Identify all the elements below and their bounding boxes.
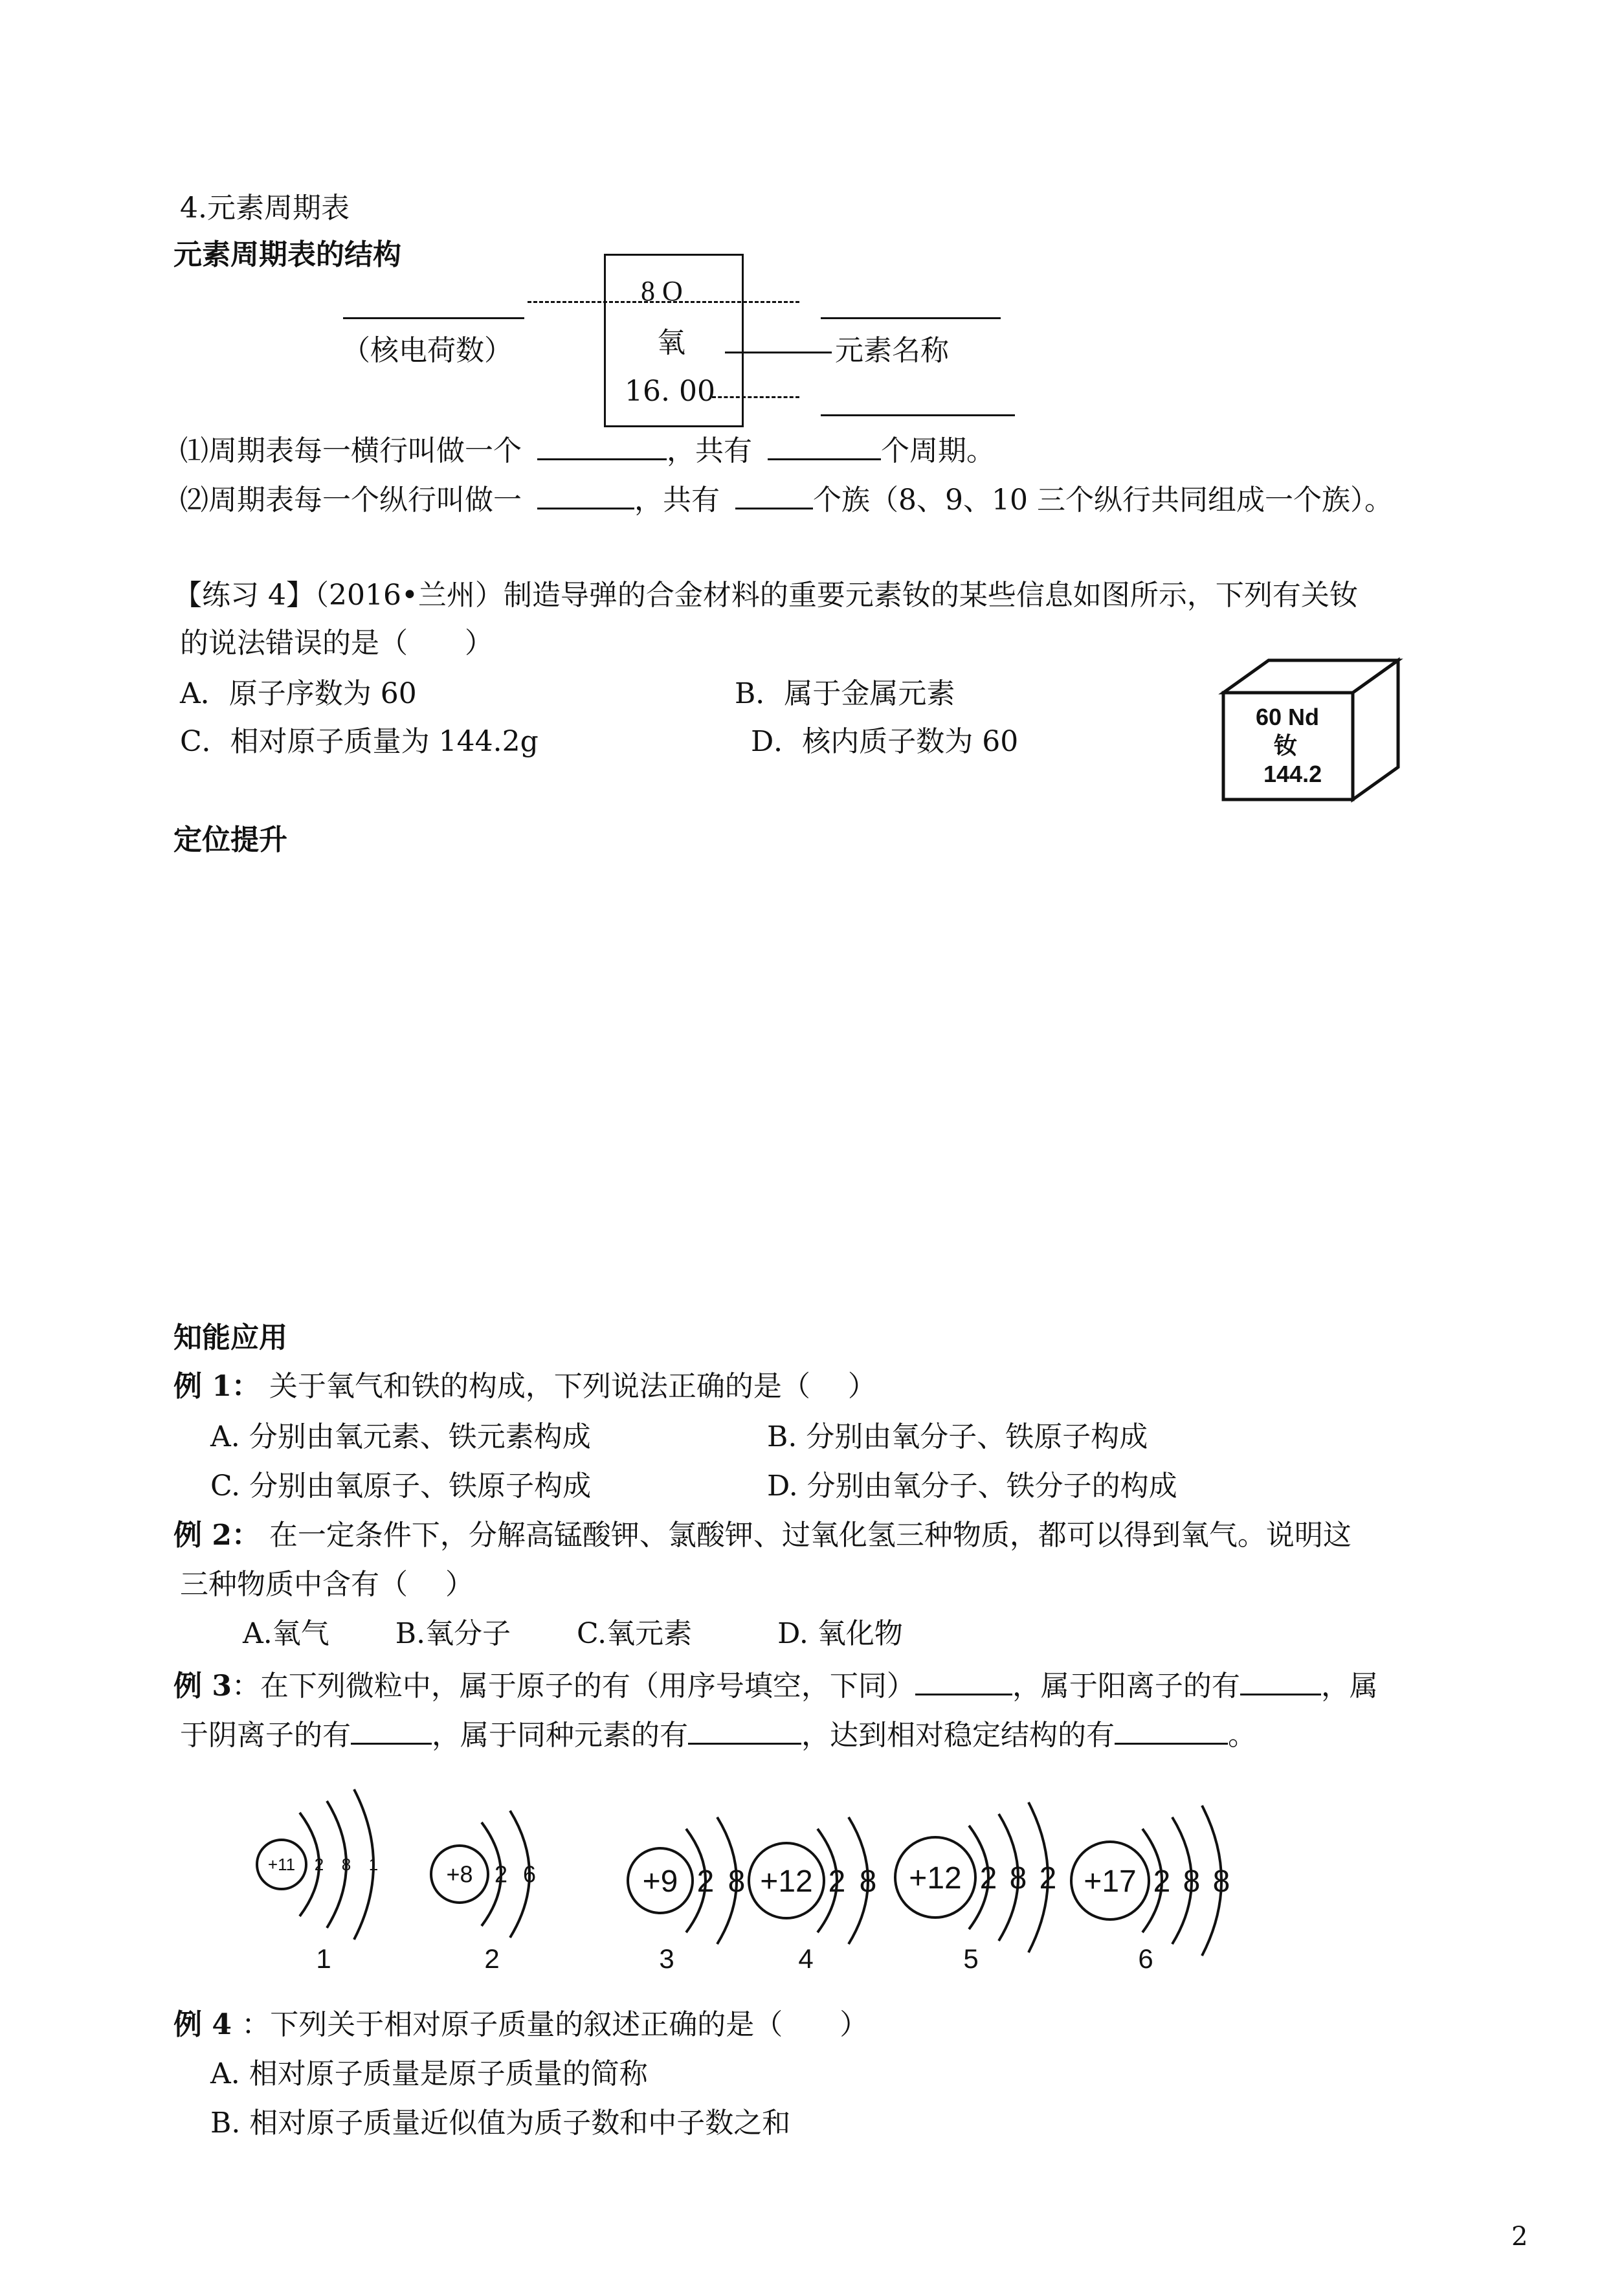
example-3-line2: 于阴离子的有 ，属于同种元素的有 ，达到相对稳定结构的有 。: [180, 1719, 1256, 1752]
shell-electron-count: 2: [696, 1864, 715, 1899]
question-2: ⑵周期表每一个纵行叫做一 ，共有 个族（8、9、10 三个纵行共同组成一个族）。: [180, 484, 1393, 517]
element-mass: 16. 00: [625, 375, 715, 408]
shell-electron-count: 2: [314, 1855, 324, 1875]
example-2-options: A.氧气 B.氧分子 C.氧元素 D. 氧化物: [243, 1617, 903, 1650]
shell-electron-count: 2: [828, 1864, 846, 1899]
shell-electron-count: 8: [859, 1864, 877, 1899]
particle-6: [1071, 1806, 1230, 1974]
ex1-option-c: C. 分别由氧原子、铁原子构成: [210, 1470, 592, 1503]
shell-electron-count: 2: [494, 1861, 508, 1888]
nucleus-charge: +8: [446, 1861, 473, 1888]
particle-index: 6: [1138, 1943, 1153, 1974]
shell-electron-count: 1: [368, 1855, 379, 1875]
cube-mass: 144.2: [1263, 761, 1322, 787]
option-c: C．相对原子质量为 144.2g: [180, 725, 539, 758]
ex1-option-a: A. 分别由氧元素、铁元素构成: [210, 1420, 591, 1453]
shell-electron-count: 2: [1039, 1861, 1057, 1896]
particle-index: 1: [316, 1943, 331, 1974]
particle-2: [431, 1811, 536, 1974]
practice-4-line2: 的说法错误的是（ ）: [180, 627, 493, 660]
shell-electron-count: 2: [1153, 1864, 1171, 1899]
particle-3: [628, 1817, 745, 1974]
example-4: 例 4 ：下列关于相对原子质量的叙述正确的是（ ）: [173, 2008, 869, 2041]
ex4-option-a: A. 相对原子质量是原子质量的简称: [210, 2057, 648, 2090]
ex1-option-b: B. 分别由氧分子、铁原子构成: [767, 1420, 1148, 1453]
element-name: 氧: [657, 326, 685, 359]
example-1: 例 1： 关于氧气和铁的构成，下列说法正确的是（ ）: [173, 1370, 876, 1403]
nucleus-charge: +12: [760, 1864, 813, 1899]
nucleus-charge: +17: [1084, 1864, 1137, 1899]
page-number: 2: [1511, 2222, 1528, 2252]
nuclear-charge-label: （核电荷数）: [342, 334, 513, 367]
particle-index: 5: [963, 1943, 979, 1974]
example-2-line1: 例 2： 在一定条件下，分解高锰酸钾、氯酸钾、过氧化氢三种物质，都可以得到氧气。说明这: [173, 1519, 1351, 1552]
particle-index: 3: [659, 1943, 674, 1974]
shell-electron-count: 8: [341, 1855, 351, 1875]
cube-symbol: 60 Nd: [1256, 704, 1320, 730]
option-d: D．核内质子数为 60: [751, 725, 1019, 758]
section-heading: 4.元素周期表: [180, 192, 350, 225]
example-2-line2: 三种物质中含有（ ）: [180, 1568, 474, 1601]
nucleus-charge: +9: [642, 1864, 678, 1899]
shell-electron-count: 8: [1009, 1861, 1027, 1896]
element-name-label: 元素名称: [835, 334, 949, 367]
practice-4-line1: 【练习 4】（2016•兰州）制造导弹的合金材料的重要元素钕的某些信息如图所示，下列有关钕: [173, 579, 1358, 612]
shell-electron-count: 2: [979, 1861, 997, 1896]
particle-4: [749, 1817, 876, 1974]
shell-electron-count: 6: [522, 1861, 537, 1888]
ex1-option-d: D. 分别由氧分子、铁分子的构成: [767, 1470, 1177, 1503]
shell-electron-count: 8: [1212, 1864, 1230, 1899]
nucleus-charge: +12: [909, 1861, 962, 1896]
nucleus-charge: +11: [267, 1855, 296, 1875]
position-title: 定位提升: [173, 823, 287, 856]
example-3-line1: 例 3：在下列微粒中，属于原子的有（用序号填空，下同） ，属于阳离子的有 ，属: [173, 1670, 1378, 1703]
option-b: B．属于金属元素: [735, 677, 955, 710]
particle-1: [257, 1789, 378, 1974]
cube-name: 钕: [1274, 732, 1298, 759]
structure-title: 元素周期表的结构: [173, 238, 401, 271]
particle-index: 2: [484, 1943, 500, 1974]
particle-5: [895, 1802, 1056, 1974]
option-a: A．原子序数为 60: [180, 677, 417, 710]
shell-electron-count: 8: [728, 1864, 746, 1899]
ex4-option-b: B. 相对原子质量近似值为质子数和中子数之和: [210, 2107, 791, 2140]
particle-index: 4: [798, 1943, 814, 1974]
knowledge-title: 知能应用: [173, 1321, 287, 1354]
question-1: ⑴周期表每一横行叫做一个 ，共有 个周期。: [180, 434, 995, 467]
element-number-symbol: 8 O: [641, 275, 683, 307]
shell-electron-count: 8: [1183, 1864, 1201, 1899]
